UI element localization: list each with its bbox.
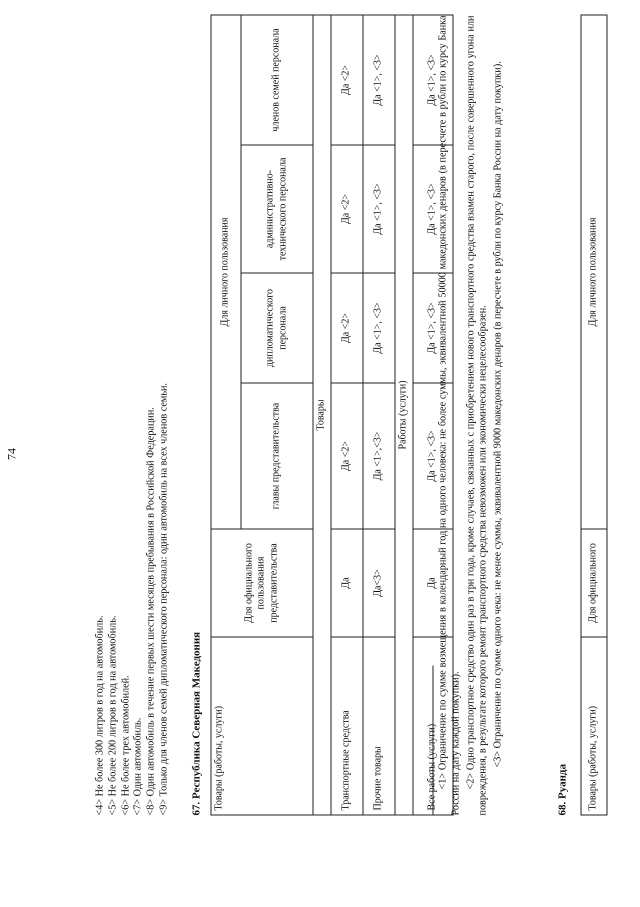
row-label: Все работы (услуги) [413, 637, 453, 815]
footnotes [432, 15, 507, 815]
header-personal: Для личного пользования [581, 15, 607, 529]
header-diplomatic: дипломатического персонала [241, 273, 313, 383]
table-68 [580, 14, 607, 815]
cell-heads: Да <2> [331, 383, 363, 529]
cell-admin: Да <2> [331, 145, 363, 273]
note-6: <6> Не более трех автомобилей. [119, 674, 131, 815]
footnote-rule [432, 665, 433, 815]
cell-admin: Да <1>, <3> [363, 145, 395, 273]
cell-heads: Да <1>,<3> [363, 383, 395, 529]
table-row [363, 14, 395, 814]
section-goods: Товары [313, 14, 331, 814]
cell-heads: Да <1>, <3> [413, 383, 453, 529]
section-works: Работы (услуги) [395, 14, 413, 814]
footnote-3: <3> Ограничение по сумме одного чека: не менее суммы, эквивалентной 9000 македонских денаров (в пересчете в рубли по курсу Банка России на дату покупки). [492, 60, 503, 767]
cell-family: Да <1>, <3> [413, 14, 453, 144]
top-notes [94, 35, 171, 815]
header-official: Для официального пользования представительства [211, 529, 313, 637]
cell-diplomatic: Да <1>, <3> [363, 273, 395, 383]
note-4: <4> Не более 300 литров в год на автомобиль. [94, 615, 105, 815]
note-7: <7> Один автомобиль. [132, 717, 144, 815]
row-label: Транспортные средства [331, 637, 363, 815]
cell-family: Да <1>, <3> [363, 14, 395, 144]
header-family: членов семей персонала [241, 14, 313, 144]
header-goods: Товары (работы, услуги) [211, 637, 313, 815]
cell-diplomatic: Да <2> [331, 273, 363, 383]
cell-diplomatic: Да <1>, <3> [413, 273, 453, 383]
cell-admin: Да <1>, <3> [413, 145, 453, 273]
cell-official: Да<3> [363, 529, 395, 637]
note-8: <8> Один автомобиль в течение первых шести месяцев пребывания в Российской Федерации. [145, 406, 156, 815]
row-label: Прочие товары [363, 637, 395, 815]
note-5: <5> Не более 200 литров в год на автомобиль. [106, 615, 118, 815]
cell-official: Да [331, 529, 363, 637]
header-official: Для официального [581, 529, 607, 637]
header-personal: Для личного пользования [211, 14, 241, 528]
header-heads: главы представительства [241, 383, 313, 529]
footnote-1: <1> Ограничение по сумме возмещения в календарный год на одного человека: не более суммы, эквивалентной 50000 македонских денаров (в пересчете в рубли по курсу Банка России на дату каждой покупки). [437, 15, 461, 815]
header-goods: Товары (работы, услуги) [581, 637, 607, 815]
section-67-title: 67. Республика Северная Македония [190, 631, 202, 815]
header-admin: административно-технического персонала [241, 145, 313, 273]
table-67 [210, 14, 453, 815]
cell-family: Да <2> [331, 14, 363, 144]
section-68-title: 68. Руанда [556, 763, 568, 815]
footnote-2: <2> Одно транспортное средство один раз в три года, кроме случаев, связанных с приобретением нового транспортного средства взамен старого, после совершенного угона или повреждения, в результате которого ремонт транспортного средства невозможен или экономически нецелесообразен. [464, 15, 489, 815]
page-number: 74 [4, 447, 18, 460]
table-row [331, 14, 363, 814]
cell-official: Да [413, 529, 453, 637]
note-9: <9> Только для членов семей дипломатического персонала: один автомобиль на всех членов семьи. [157, 382, 169, 815]
